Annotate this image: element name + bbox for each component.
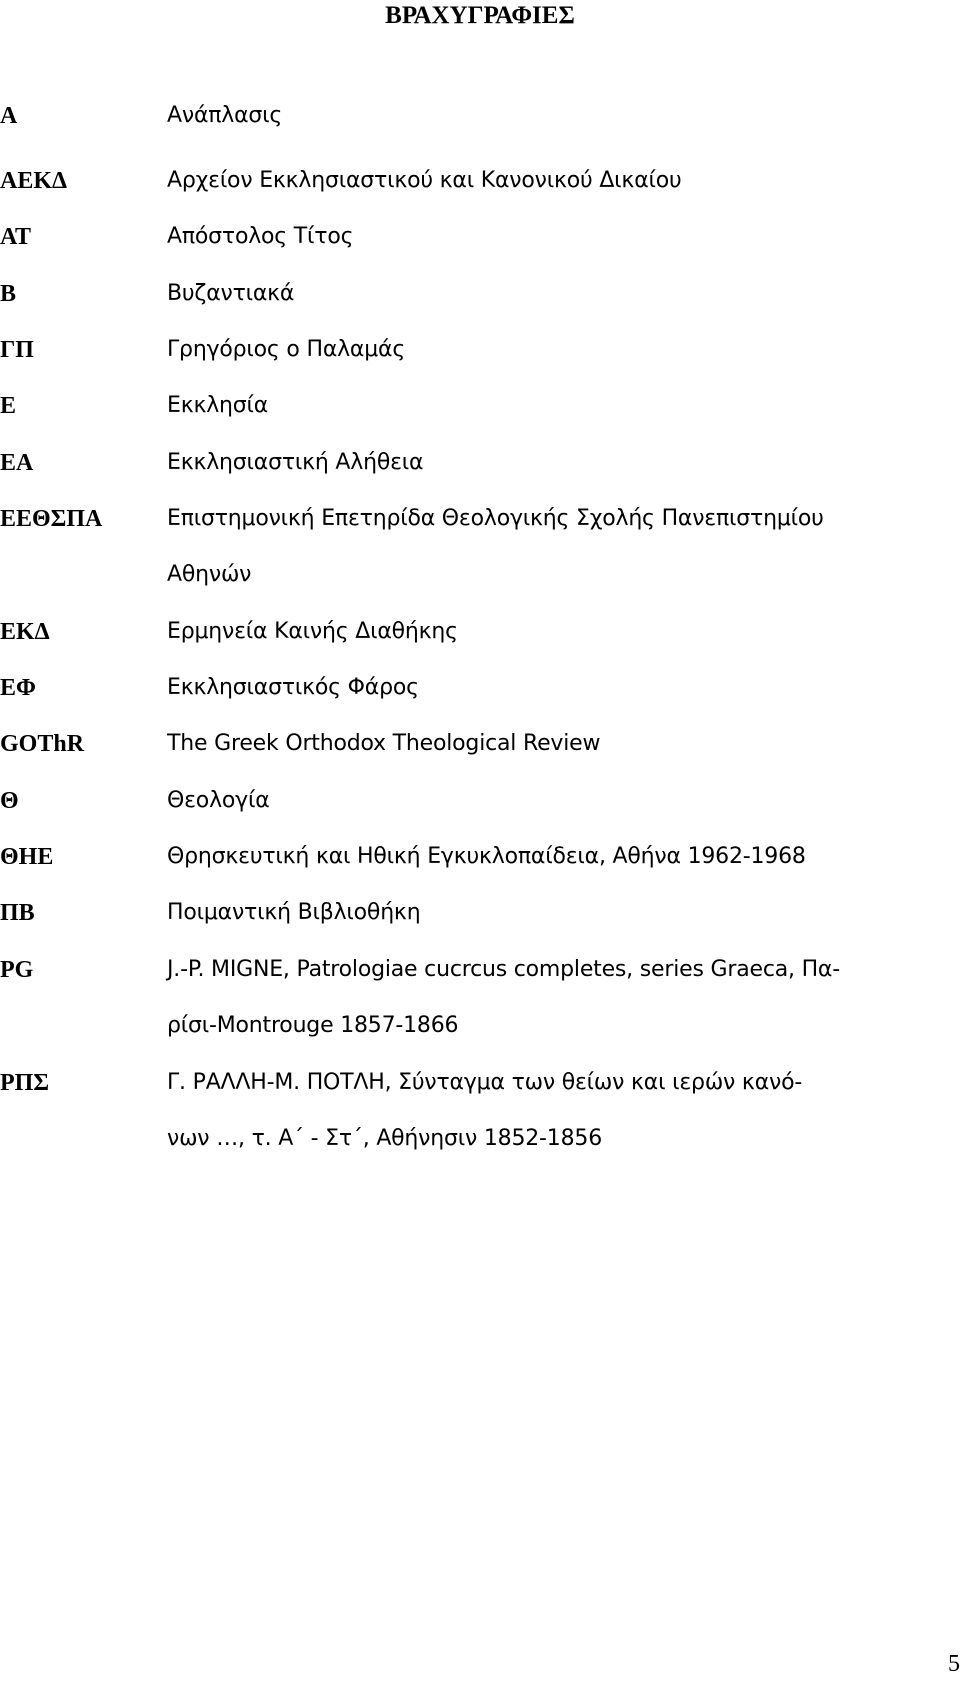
- abbreviation-definition: Γ. ΡΑΛΛΗ-Μ. ΠΟΤΛΗ, Σύνταγμα των θείων και ιερών κανό-: [167, 1070, 803, 1095]
- abbreviation-definition: Απόστολος Τίτος: [167, 224, 354, 249]
- abbreviation-definition: Ποιμαντική Βιβλιοθήκη: [167, 900, 421, 925]
- abbreviation-definition: Θεολογία: [167, 788, 270, 813]
- abbreviation-definition: Γρηγόριος ο Παλαμάς: [167, 337, 406, 362]
- abbreviation-definition: J.-P. MIGNE, Patrologiae cucrcus completes, series Graeca, Πα-: [167, 957, 840, 982]
- abbreviation-definition: The Greek Orthodox Theological Review: [167, 731, 601, 756]
- abbreviation-code: ΑΤ: [0, 224, 32, 250]
- abbreviation-definition-continuation: Αθηνών: [167, 562, 252, 587]
- abbreviation-code: Α: [0, 103, 18, 129]
- abbreviation-code: ΕΕΘΣΠΑ: [0, 506, 103, 532]
- abbreviation-definition: Ερμηνεία Καινής Διαθήκης: [167, 619, 458, 644]
- abbreviation-definition: Βυζαντιακά: [167, 281, 295, 306]
- abbreviation-code: GOThR: [0, 731, 85, 757]
- abbreviation-code: ΕΑ: [0, 450, 34, 476]
- abbreviation-code: ΕΦ: [0, 675, 36, 701]
- abbreviation-code: ΑΕΚΔ: [0, 168, 68, 194]
- abbreviation-definition-continuation: νων …, τ. Α΄ - Στ΄, Αθήνησιν 1852-1856: [167, 1126, 602, 1151]
- abbreviation-code: Θ: [0, 788, 19, 814]
- abbreviation-code: PG: [0, 957, 34, 983]
- abbreviation-definition: Θρησκευτική και Ηθική Εγκυκλοπαίδεια, Αθήνα 1962-1968: [167, 844, 806, 869]
- abbreviation-definition: Ανάπλασις: [167, 103, 283, 128]
- abbreviation-code: ΕΚΔ: [0, 619, 50, 645]
- page-number: 5: [948, 1651, 960, 1677]
- abbreviation-code: ΡΠΣ: [0, 1070, 50, 1096]
- abbreviation-definition: Επιστημονική Επετηρίδα Θεολογικής Σχολής Πανεπιστημίου: [167, 506, 824, 531]
- abbreviation-definition: Αρχείον Εκκλησιαστικού και Κανονικού Δικαίου: [167, 168, 682, 193]
- abbreviation-code: ΘΗΕ: [0, 844, 54, 870]
- abbreviation-code: Ε: [0, 393, 17, 419]
- abbreviation-code: Β: [0, 281, 17, 307]
- abbreviation-code: ΓΠ: [0, 337, 34, 363]
- abbreviation-definition: Εκκλησιαστικός Φάρος: [167, 675, 419, 700]
- abbreviation-definition: Εκκλησιαστική Αλήθεια: [167, 450, 424, 475]
- abbreviation-code: ΠΒ: [0, 900, 35, 926]
- abbreviation-definition: Εκκλησία: [167, 393, 269, 418]
- abbreviation-definition-continuation: ρίσι-Montrouge 1857-1866: [167, 1013, 459, 1038]
- page-title: ΒΡΑΧΥΓΡΑΦΙΕΣ: [385, 2, 575, 29]
